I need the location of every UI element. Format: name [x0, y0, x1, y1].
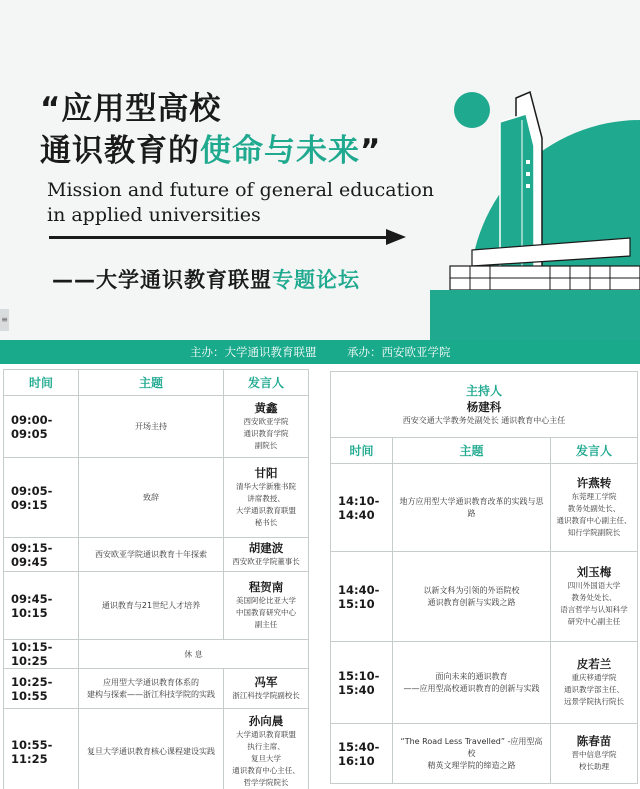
speaker-title: 四川外国语大学 教务处处长、 语言哲学与认知科学 研究中心副主任: [560, 581, 628, 626]
table-header-row: [4, 370, 309, 396]
title-line-2: [40, 130, 381, 172]
arrow-line: [49, 236, 397, 239]
title-line-2-prefix: 通识教育的: [40, 133, 200, 169]
row-topic: 通识教育与21世纪人才培养: [79, 572, 224, 640]
row-topic: 西安欧亚学院通识教育十年探索: [79, 538, 224, 572]
speaker-title: 西安欧亚学院 通识教育学院 副院长: [243, 417, 289, 450]
table-row: [4, 538, 309, 572]
speaker-title: 东莞理工学院 教务处副处长、 通识教育中心副主任、 知行学院副院长: [556, 492, 632, 537]
table-row: [331, 642, 638, 724]
table-row: [331, 724, 638, 784]
speaker-title: 浙江科技学院副校长: [232, 691, 300, 700]
row-time: 09:15-09:45: [4, 538, 79, 572]
row-topic: 开场主持: [79, 396, 224, 458]
speaker-name: 冯军: [254, 675, 278, 689]
row-time: 09:05-09:15: [4, 458, 79, 538]
subtitle-prefix: ——大学通识教育联盟: [52, 268, 272, 292]
row-time: 10:25-10:55: [4, 669, 79, 709]
host-name: 杨建科: [466, 399, 502, 414]
row-topic: 地方应用型大学通识教育改革的实践与思路: [393, 464, 551, 552]
speaker-title: 清华大学新雅书院 讲席教授、 大学通识教育联盟 秘书长: [236, 482, 296, 527]
forum-subtitle: [52, 264, 360, 294]
row-topic: 以新文科为引领的外语院校 通识教育创新与实践之路: [393, 552, 551, 642]
speaker-name: 皮若兰: [576, 657, 612, 671]
morning-schedule-table: [3, 369, 309, 789]
row-topic: 复旦大学通识教育核心课程建设实践: [79, 709, 224, 789]
row-time: 14:10-14:40: [331, 464, 393, 552]
host-row: [331, 372, 638, 438]
speaker-name: 黄鑫: [254, 401, 278, 415]
speaker-name: 甘阳: [254, 466, 278, 480]
title-line-1: “应用型高校: [40, 91, 222, 127]
row-time: 10:55-11:25: [4, 709, 79, 789]
row-time: 09:00-09:05: [4, 396, 79, 458]
table-header-row: [331, 438, 638, 464]
row-time: 15:40-16:10: [331, 724, 393, 784]
row-topic: 致辞: [79, 458, 224, 538]
organizer-host: 主办：大学通识教育联盟: [190, 345, 317, 359]
row-speaker: [224, 709, 309, 789]
table-row: [331, 552, 638, 642]
table-row: [4, 669, 309, 709]
speaker-name: 程贺南: [248, 580, 284, 594]
forum-title-en: [47, 178, 434, 228]
row-topic: 面向未来的通识教育 ——应用型高校通识教育的创新与实践: [393, 642, 551, 724]
row-time: 10:15-10:25: [4, 640, 79, 669]
header-speaker: 发言人: [551, 438, 638, 464]
row-time: 14:40-15:10: [331, 552, 393, 642]
row-speaker: [551, 464, 638, 552]
table-row: [4, 709, 309, 789]
forum-banner: [0, 0, 640, 340]
header-topic: 主题: [393, 438, 551, 464]
arrow-right-icon: [386, 229, 406, 245]
row-speaker: [224, 458, 309, 538]
row-speaker: [224, 538, 309, 572]
speaker-title: 西安欧亚学院董事长: [232, 557, 300, 566]
forum-title-cn: [40, 88, 381, 172]
speaker-title: 美国阿伦比亚大学 中国教育研究中心 副主任: [236, 596, 296, 629]
organizer-co-host: 承办：西安欧亚学院: [347, 345, 451, 359]
speaker-name: 刘玉梅: [576, 565, 612, 579]
row-speaker: [224, 396, 309, 458]
header-time: 时间: [4, 370, 79, 396]
speaker-title: 晋中信息学院 校长助理: [571, 750, 617, 771]
header-speaker: 发言人: [224, 370, 309, 396]
speaker-title: 重庆移通学院 通识教学部主任、 远景学院执行院长: [564, 673, 624, 706]
table-row: [4, 572, 309, 640]
break-label: 休 息: [79, 640, 309, 669]
row-topic: 应用型大学通识教育体系的 建构与探索——浙江科技学院的实践: [79, 669, 224, 709]
row-speaker: [551, 642, 638, 724]
campus-building-icon: [430, 80, 640, 340]
speaker-name: 陈春苗: [576, 734, 612, 748]
host-title: 西安交通大学教务处副处长 通识教育中心主任: [402, 415, 566, 425]
organizer-bar: [0, 340, 640, 364]
title-en-line-2: in applied universities: [47, 204, 261, 226]
row-speaker: [551, 724, 638, 784]
row-time: 09:45-10:15: [4, 572, 79, 640]
speaker-title: 大学通识教育联盟 执行主席、 复旦大学 通识教育中心主任、 哲学学院院长: [232, 730, 300, 787]
header-time: 时间: [331, 438, 393, 464]
speaker-name: 许燕转: [576, 476, 612, 490]
row-time: 15:10-15:40: [331, 642, 393, 724]
row-speaker: [224, 669, 309, 709]
speaker-name: 胡建波: [248, 541, 284, 555]
host-label: 主持人: [466, 383, 503, 398]
table-row-break: [4, 640, 309, 669]
side-tab-handle[interactable]: ≡: [0, 309, 9, 331]
host-cell: [331, 372, 638, 438]
header-topic: 主题: [79, 370, 224, 396]
table-row: [4, 458, 309, 538]
row-speaker: [551, 552, 638, 642]
row-speaker: [224, 572, 309, 640]
title-en-line-1: Mission and future of general education: [47, 179, 435, 201]
table-row: [4, 396, 309, 458]
title-line-2-accent: 使命与未来: [200, 133, 360, 169]
afternoon-schedule-table: [330, 371, 638, 784]
speaker-name: 孙向晨: [248, 714, 284, 728]
table-row: [331, 464, 638, 552]
subtitle-accent: 专题论坛: [272, 268, 360, 292]
row-topic: “The Road Less Travelled” -应用型高校 精英文理学院的缔造之路: [393, 724, 551, 784]
title-line-2-suffix: ”: [360, 133, 382, 169]
